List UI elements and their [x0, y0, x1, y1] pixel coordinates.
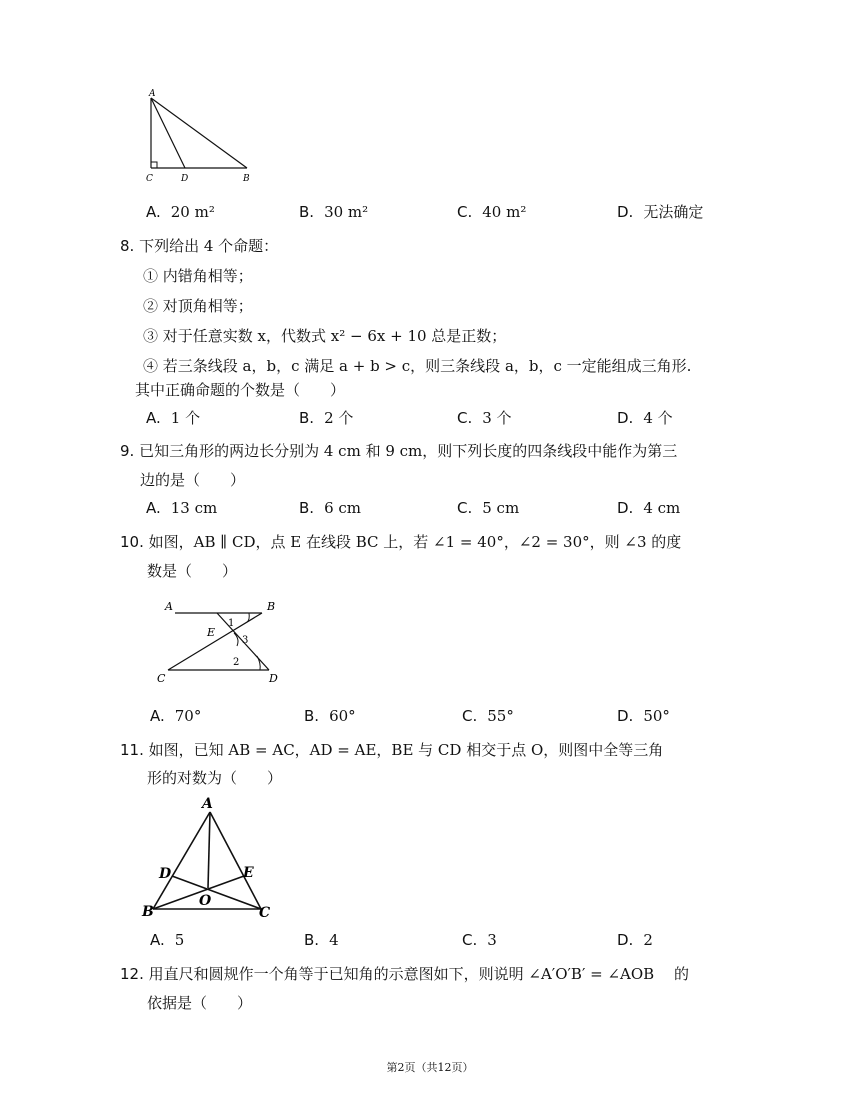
q9-stem-line1: 9. 已知三角形的两边长分别为 4 cm 和 9 cm，则下列长度的四条线段中能作为第三	[120, 442, 678, 460]
q8-option-d: D. 4 个	[617, 409, 673, 427]
q8-item-4: ④ 若三条线段 a，b，c 满足 a + b > c，则三条线段 a，b，c 一定能组成三角形.	[143, 357, 692, 375]
q12-stem-line2: 依据是（ ）	[147, 994, 253, 1012]
q11-label-a: A	[202, 796, 213, 812]
q7-option-d: D. 无法确定	[617, 203, 704, 221]
q10-label-c: C	[157, 672, 166, 685]
q9-option-b: B. 6 cm	[299, 499, 361, 517]
q10-option-a: A. 70°	[150, 707, 202, 725]
q11-option-d: D. 2	[617, 931, 653, 949]
q10-option-b: B. 60°	[304, 707, 356, 725]
q11-label-d: D	[159, 866, 172, 882]
q11-option-c: C. 3	[462, 931, 497, 949]
q8-item-2: ② 对顶角相等；	[143, 297, 253, 315]
q11-label-c: C	[259, 905, 271, 921]
q10-label-b: B	[267, 600, 276, 613]
q10-angle-1: 1	[228, 618, 235, 629]
q10-label-d: D	[269, 672, 278, 685]
q8-option-a: A. 1 个	[146, 409, 201, 427]
q10-angle-3: 3	[242, 635, 249, 646]
q9-option-c: C. 5 cm	[457, 499, 520, 517]
q11-option-a: A. 5	[150, 931, 185, 949]
q11-label-b: B	[142, 904, 154, 920]
q8-option-c: C. 3 个	[457, 409, 512, 427]
q7-label-a: A	[149, 89, 156, 99]
q7-triangle-figure	[140, 88, 260, 184]
q7-option-b: B. 30 m²	[299, 203, 369, 221]
q8-option-b: B. 2 个	[299, 409, 354, 427]
q11-stem-line1: 11. 如图，已知 AB = AC，AD = AE，BE 与 CD 相交于点 O，则图中全等三角	[120, 741, 664, 759]
q9-stem-line2: 边的是（ ）	[140, 471, 246, 489]
q8-item-3: ③ 对于任意实数 x，代数式 x² − 6x + 10 总是正数；	[143, 327, 507, 345]
q7-label-c: C	[146, 174, 153, 184]
q7-option-c: C. 40 m²	[457, 203, 527, 221]
q10-stem-line1: 10. 如图，AB ∥ CD，点 E 在线段 BC 上，若 ∠1 = 40°，∠2 = 30°，则 ∠3 的度	[120, 533, 682, 551]
q10-label-a: A	[165, 600, 173, 613]
q11-option-b: B. 4	[304, 931, 339, 949]
page-footer: 第2页（共12页）	[386, 1061, 474, 1074]
q12-stem-line1: 12. 用直尺和圆规作一个角等于已知角的示意图如下，则说明 ∠A′O′B′ = ∠AOB 的	[120, 965, 689, 983]
q8-question: 其中正确命题的个数是（ ）	[135, 381, 346, 399]
q7-label-b: B	[243, 174, 250, 184]
q10-option-d: D. 50°	[617, 707, 670, 725]
q8-item-1: ① 内错角相等；	[143, 267, 253, 285]
q9-option-a: A. 13 cm	[146, 499, 218, 517]
q11-isosceles-figure	[140, 794, 280, 924]
q7-option-a: A. 20 m²	[146, 203, 215, 221]
q10-option-c: C. 55°	[462, 707, 514, 725]
q8-stem: 8. 下列给出 4 个命题：	[120, 237, 279, 255]
q10-stem-line2: 数是（ ）	[147, 562, 238, 580]
q10-label-e: E	[207, 626, 216, 639]
q7-label-d: D	[181, 174, 189, 184]
q11-label-e: E	[243, 865, 254, 881]
q11-stem-line2: 形的对数为（ ）	[147, 769, 283, 787]
q10-angle-2: 2	[233, 657, 240, 668]
q10-parallel-lines-figure	[150, 596, 290, 688]
q9-option-d: D. 4 cm	[617, 499, 681, 517]
q11-label-o: O	[199, 893, 212, 909]
